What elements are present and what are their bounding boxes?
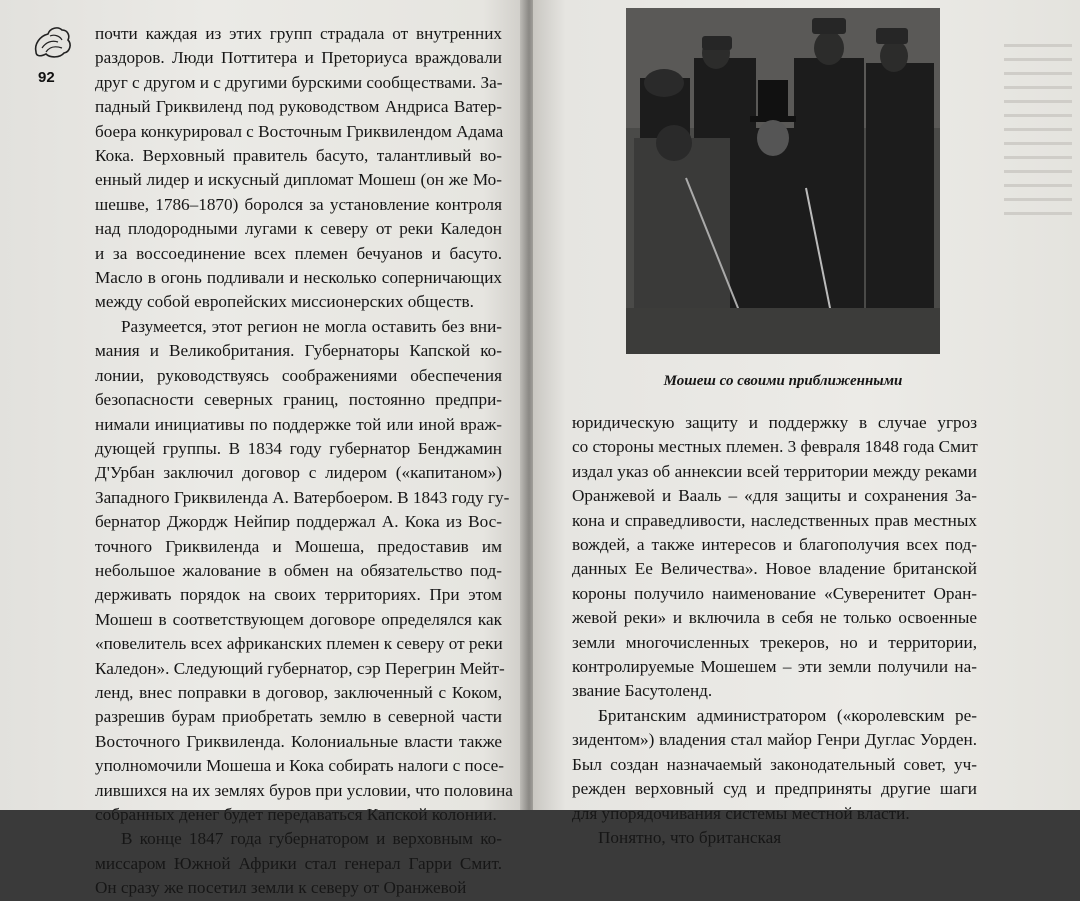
text-line: Понятно, что британская	[598, 827, 782, 847]
text-line: точного Гриквиленда и Мошеша, предоставив им	[95, 536, 502, 556]
page-number: 92	[38, 69, 55, 86]
text-line: короны получило наименование «Суверенитет Оран-	[572, 583, 977, 603]
text-line: небольшое жалование в обмен на обязательство под-	[95, 560, 502, 580]
text-line: Д'Урбан заключил договор с лидером («капитаном»)	[95, 463, 502, 483]
text-line: зидентом») владения стал майор Генри Дуглас Уорден.	[572, 730, 977, 750]
text-line: В конце 1847 года губернатором и верховным ко-	[121, 829, 502, 849]
text-line: ленд, внес поправки в договор, заключенный с Коком,	[95, 682, 502, 702]
ornament-icon	[30, 22, 74, 62]
text-line: дующей группы. В 1834 году губернатор Бенджамин	[95, 438, 502, 458]
text-line: боера конкурировал с Восточным Гриквилендом Адама	[95, 121, 504, 141]
text-line: шешве, 1786–1870) боролся за установление контроля	[95, 194, 502, 214]
text-line: режден верховный суд и предприняты другие шаги	[572, 779, 977, 799]
text-line: Он сразу же посетил земли к северу от Оранжевой	[95, 878, 467, 898]
text-line: бернатор Джордж Нейпир поддержал А. Кока из Вос-	[95, 512, 502, 532]
text-line: друг с другом и с другими бурскими сообществами. За-	[95, 72, 503, 92]
text-line: кона и справедливости, наследственных прав местных	[572, 510, 977, 530]
text-line: енный лидер и искусный дипломат Мошеш (он же Мо-	[95, 170, 502, 190]
text-line: Мошеш в соответствующем договоре определялся как	[95, 609, 502, 629]
text-line: и за воссоединение всех племен бечуанов и басуто.	[95, 243, 502, 263]
text-line: безопасности северных границ, постоянно предпри-	[95, 390, 502, 410]
photo-caption: Мошеш со своими приближенными	[663, 373, 903, 389]
text-line: жевой реки» и включила в себя не только освоенные	[572, 608, 977, 628]
text-line: раздоров. Люди Поттитера и Преториуса враждовали	[95, 48, 502, 68]
text-line: для упорядочивания системы местной власти.	[572, 803, 910, 823]
text-line: Оранжевой и Вааль – «для защиты и сохранения За-	[572, 486, 977, 506]
text-line: звание Басутоленд.	[572, 681, 713, 701]
text-line: держивать порядок на своих территориях. При этом	[95, 585, 502, 605]
text-line: данных Ее Величества». Новое владение британской	[572, 559, 977, 579]
text-line: со стороны местных племен. 3 февраля 1848 года Смит	[572, 437, 978, 457]
text-line: Западного Гриквиленда А. Ватербоером. В 1843 году гу-	[95, 487, 510, 507]
text-line: вождей, а также интересов и благополучия всех под-	[572, 535, 977, 555]
text-line: «повелитель всех африканских племен к северу от реки	[95, 634, 503, 654]
historical-photo	[626, 8, 940, 354]
right-body-text	[572, 411, 977, 850]
text-line: Британским администратором («королевским ре-	[598, 705, 977, 725]
text-line: земли многочисленных трекеров, но и территории,	[572, 632, 977, 652]
text-line: падный Гриквиленд под руководством Андриса Ватер-	[95, 97, 502, 117]
text-line: юридическую защиту и поддержку в случае угроз	[572, 413, 977, 432]
text-line: миссаром Южной Африки стал генерал Гарри Смит.	[95, 853, 502, 873]
text-line: уполномочили Мошеша и Кока собирать налоги с посе-	[95, 756, 504, 776]
text-line: Каледон». Следующий губернатор, сэр Перегрин Мейт-	[95, 658, 505, 678]
text-line: Масло в огонь подливали и несколько соперничающих	[95, 268, 502, 288]
left-body-text	[95, 22, 513, 901]
text-line: нимали инициативы по поддержке той или иной враж-	[95, 414, 502, 434]
text-line: между собой европейских миссионерских обществ.	[95, 292, 474, 312]
bleed-through-text	[1004, 34, 1072, 226]
text-line: над плодородными лугами к северу от реки Каледон	[95, 219, 502, 239]
text-line: лонии, руководствуясь соображениями обеспечения	[95, 365, 502, 385]
text-line: мания и Великобритания. Губернаторы Капской ко-	[95, 341, 502, 361]
text-line: Кока. Верховный правитель басуто, талантливый во-	[95, 146, 502, 166]
text-line: почти каждая из этих групп страдала от внутренних	[95, 24, 502, 43]
text-line: Восточного Гриквиленда. Колониальные власти также	[95, 731, 502, 751]
text-line: собранных денег будет передаваться Капской колонии.	[95, 805, 497, 824]
text-line: Был создан назначаемый законодательный совет, уч-	[572, 754, 977, 774]
text-line: издал указ об аннексии всей территории между реками	[572, 461, 977, 481]
text-line: контролируемые Мошешем – эти земли получили на-	[572, 657, 977, 677]
text-line: лившихся на их землях буров при условии, что половина	[95, 780, 513, 800]
text-line: Разумеется, этот регион не могла оставить без вни-	[121, 316, 502, 336]
text-line: разрешив бурам приобретать землю в северной части	[95, 707, 502, 727]
